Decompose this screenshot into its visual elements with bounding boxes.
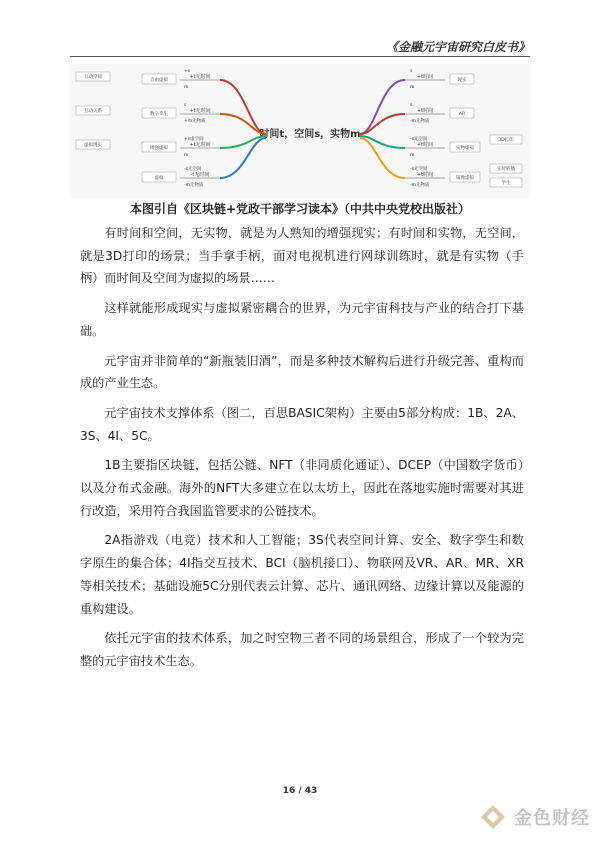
mm-r3-mid: 实物虚拟 xyxy=(456,146,474,151)
mindmap-center: 时间t，空间s，实物m xyxy=(259,129,361,140)
paragraph: 这样就能形成现实与虚拟紧密耦合的世界，为元宇宙科技与产业的结合打下基础。 xyxy=(80,301,524,338)
mm-l3-label-2: m xyxy=(184,153,189,158)
mm-l3-mid: 增强虚拟 xyxy=(150,146,168,151)
mm-l4-label-2: -m无物质 xyxy=(184,183,204,188)
paragraph: 有时间和空间，无实物，就是为人熟知的增强现实；有时间和实物，无空间，就是3D打印的场景；当手拿手柄，面对电视机进行网球训练时，就是有实物（手柄）而时间及空间为虚拟的场景…… xyxy=(80,226,524,286)
paragraph: 2A指游戏（电竞）技术和人工智能；3S代表空间计算、安全、数字孪生和数字原生的集合体；4I指交互技术、BCI（脑机接口）、物联网及VR、AR、MR、XR等相关技术；基础设施5C分别代表云计算、芯片、通讯网络、边缘计算以及能源的重构建设。 xyxy=(80,533,524,616)
paragraph: 元宇宙技术支撑体系（图二，百思BASIC架构）主要由5部分构成：1B、2A、3S、4I、5C。 xyxy=(80,405,524,443)
mm-r1-label-0: +t时间 xyxy=(416,74,434,80)
mm-r4-far-1: 学生 xyxy=(501,181,511,186)
mm-r3-far: 3D打印 xyxy=(498,138,514,143)
mm-l1-far: 互动空间 xyxy=(84,75,102,80)
mm-l4-label-0: -t无时间 xyxy=(190,172,210,178)
mm-r3-label-2: m xyxy=(410,153,415,158)
mm-l3-far: 虚拟现实 xyxy=(84,143,102,148)
mm-r1-label-2: m xyxy=(410,85,415,90)
mm-r2-label-2: -m无物质 xyxy=(410,119,430,124)
watermark xyxy=(480,804,590,830)
page-number: 16 / 43 xyxy=(282,786,318,796)
mm-r2-label-0: +t时间 xyxy=(416,108,434,114)
header-title: 《金融元宇宙研究白皮书》 xyxy=(385,40,530,54)
mm-r1-label-1: s xyxy=(410,69,413,74)
mm-l1-label-2: m xyxy=(184,85,189,90)
paragraph: 元宇宙并非简单的“新瓶装旧酒”，而是多种技术解构后进行升级完善、重构而成的产业生态。 xyxy=(80,353,524,391)
mm-l2-far: 互动关系 xyxy=(84,109,102,114)
mm-l1-label-0: +t无时间 xyxy=(189,74,211,80)
body-text xyxy=(80,222,524,680)
header-divider xyxy=(70,56,530,57)
mm-r4-label-1: -s无空间 xyxy=(410,167,428,172)
mindmap-figure xyxy=(70,64,530,198)
mm-l2-label-2: +m无物质 xyxy=(184,119,206,124)
mm-l1-mid: 自由虚拟 xyxy=(150,78,168,83)
mm-r4-label-2: -m无物质 xyxy=(410,183,430,188)
mm-r2-label-1: s xyxy=(410,103,413,108)
mm-r3-label-1: -s无空间 xyxy=(410,137,428,142)
mm-r2-mid: AR xyxy=(458,112,466,117)
mm-l3-label-0: +t无时间 xyxy=(189,142,211,148)
mm-r4-label-0: +t时间 xyxy=(416,172,434,178)
watermark-logo-icon xyxy=(480,804,506,830)
mm-l4-label-1: -s无空间 xyxy=(184,167,202,172)
mm-r4-mid: 镜像虚拟 xyxy=(456,176,474,181)
paragraph: 1B主要指区块链，包括公链、NFT（非同质化通证）、DCEP（中国数字货币）以及分布式金融。海外的NFT大多建立在以太坊上，因此在落地实施时需要对其进行改造，采用符合我国监管要求的公链技术。 xyxy=(80,458,524,518)
figure-caption: 本图引自《区块链+党政干部学习读本》（中共中央党校出版社） xyxy=(129,202,471,216)
mm-l2-label-1: s xyxy=(184,103,187,108)
mm-l4-mid: 虚拟 xyxy=(154,176,164,181)
watermark-text: 金色财经 xyxy=(514,808,590,829)
mm-r1-mid: 现实 xyxy=(457,78,467,83)
mm-l2-label-0: +t无时间 xyxy=(189,108,211,114)
mm-l1-label-1: +s xyxy=(184,69,191,74)
mm-l2-mid: 数字孪生 xyxy=(150,112,168,117)
mm-r4-far-0: 实时转播 xyxy=(497,167,515,172)
paragraph: 依托元宇宙的技术体系，加之时空物三者不同的场景组合，形成了一个较为完整的元宇宙技术生态。 xyxy=(80,631,524,668)
mm-l3-label-1: +s虚空间 xyxy=(184,137,204,142)
mm-r3-label-0: +t时间 xyxy=(416,142,434,148)
